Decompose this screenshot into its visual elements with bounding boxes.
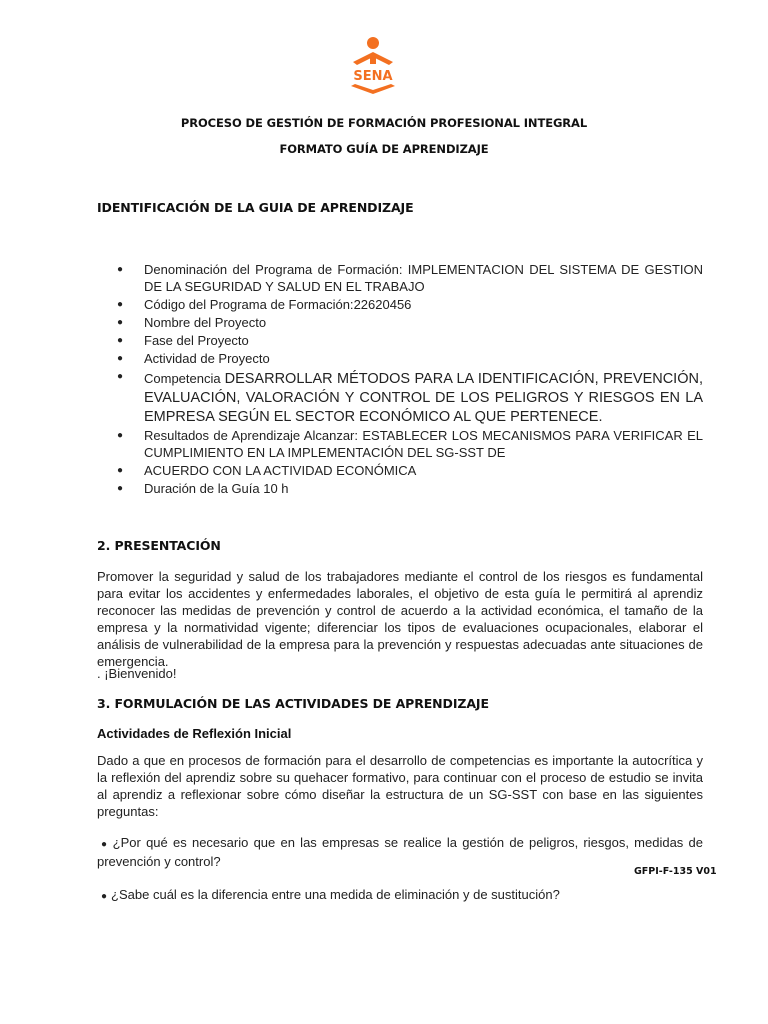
activities-subheading: Actividades de Reflexión Inicial <box>97 726 292 741</box>
presentation-heading: 2. PRESENTACIÓN <box>97 538 221 553</box>
welcome-text: . ¡Bienvenido! <box>97 666 177 681</box>
logo-text: SENA <box>353 69 393 84</box>
list-item: ● Código del Programa de Formación:22620456 <box>117 296 412 312</box>
activities-heading: 3. FORMULACIÓN DE LAS ACTIVIDADES DE APRENDIZAJE <box>97 696 489 711</box>
bullet-icon: ● <box>117 264 124 275</box>
bullet-icon: ● <box>117 316 124 328</box>
list-item: ● ACUERDO CON LA ACTIVIDAD ECONÓMICA <box>117 462 417 478</box>
format-title: FORMATO GUÍA DE APRENDIZAJE <box>279 142 489 156</box>
bullet-icon: ● <box>117 298 124 310</box>
sena-logo <box>345 36 401 96</box>
bullet-icon: ● <box>117 334 124 346</box>
question-item: ● ¿Sabe cuál es la diferencia entre una medida de eliminación y de sustitución? <box>101 887 560 902</box>
activities-text: Dado a que en procesos de formación para el desarrollo de competencias es importante la autocrítica y la reflexión del aprendiz sobre su quehacer formativo, para continuar con el proceso de estudio se invita al aprendiz a reflexionar sobre cómo diseñar la estructura de un SG-SST con base en las siguientes preguntas: <box>97 753 703 819</box>
bullet-icon: ● <box>101 839 109 850</box>
identification-list <box>97 262 703 499</box>
bullet-icon: ● <box>117 352 124 364</box>
bullet-icon: ● <box>101 891 108 902</box>
process-title: PROCESO DE GESTIÓN DE FORMACIÓN PROFESIONAL INTEGRAL <box>180 116 588 130</box>
bullet-icon: ● <box>117 464 124 476</box>
question-item: ● ¿Por qué es necesario que en las empresas se realice la gestión de peligros, riesgos, medidas de prevención y control? <box>97 835 703 869</box>
bullet-icon: ● <box>117 482 124 494</box>
footer-code: GFPI-F-135 V01 <box>634 866 717 877</box>
list-item: ● Duración de la Guía 10 h <box>117 480 289 496</box>
list-item: ● Competencia DESARROLLAR MÉTODOS PARA LA IDENTIFICACIÓN, PREVENCIÓN, EVALUACIÓN, VALORACIÓN Y CONTROL DE LOS PELIGROS Y RIESGOS EN LA EMPRESA SEGÚN EL SECTOR ECONÓMICO AL QUE PERTENECE. <box>117 370 703 425</box>
presentation-text: Promover la seguridad y salud de los trabajadores mediante el control de los riesgos es fundamental para evitar los accidentes y enfermedades laborales, el objetivo de esta guía le permitirá al aprendiz reconocer las medidas de prevención y control de acuerdo a la actividad económica, el tamaño de la empresa y la normatividad vigente; diferenciar los tipos de evaluaciones ocupacionales, elaborar el análisis de vulnerabilidad de la empresa para la prevención y respuestas adecuadas ante situaciones de emergencia. <box>97 569 703 669</box>
list-item: ● Nombre del Proyecto <box>117 314 267 330</box>
list-item: ● Resultados de Aprendizaje Alcanzar: ESTABLECER LOS MECANISMOS PARA VERIFICAR EL CUMPLIMIENTO EN LA IMPLEMENTACIÓN DEL SG-SST DE <box>117 428 703 460</box>
list-item: ● Denominación del Programa de Formación: IMPLEMENTACION DEL SISTEMA DE GESTION DE LA SEGURIDAD Y SALUD EN EL TRABAJO <box>117 262 703 294</box>
list-item: ● Actividad de Proyecto <box>117 350 270 366</box>
bullet-icon: ● <box>117 430 124 441</box>
bullet-icon: ● <box>117 370 124 382</box>
list-item: ● Fase del Proyecto <box>117 332 249 348</box>
identification-heading: IDENTIFICACIÓN DE LA GUIA DE APRENDIZAJE <box>97 200 414 215</box>
